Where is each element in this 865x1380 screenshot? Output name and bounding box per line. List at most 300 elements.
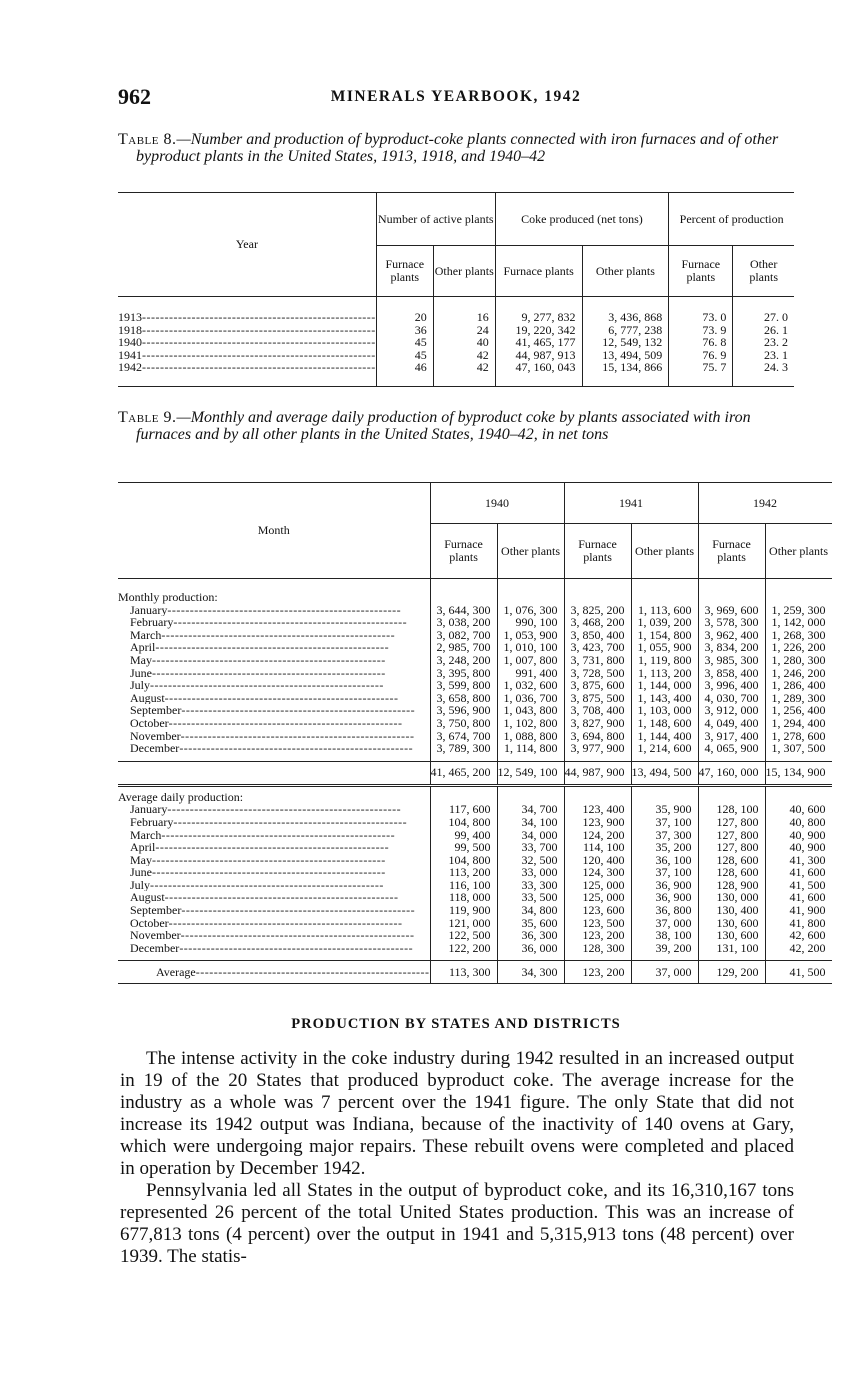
- t8-sub-furnace: Furnace plants: [669, 246, 733, 297]
- t8-cell-n-other: 42: [433, 349, 495, 362]
- row-label: [118, 692, 430, 705]
- t9-cell: 128, 100: [698, 803, 765, 816]
- t9-cell: 3, 728, 500: [564, 667, 631, 680]
- t9-cell: 1, 246, 200: [765, 667, 832, 680]
- t9-cell: 34, 000: [497, 829, 564, 842]
- t9-average-cell: 123, 200: [564, 961, 631, 984]
- t9-sub-other: Other plants: [765, 524, 832, 579]
- row-label: [118, 730, 430, 743]
- row-label: [118, 854, 430, 867]
- section-label: Average daily production:: [118, 789, 244, 804]
- table-row: [118, 904, 832, 917]
- average-row: [118, 961, 832, 984]
- t9-total-cell: 15, 134, 900: [765, 761, 832, 785]
- t9-cell: 1, 286, 400: [765, 679, 832, 692]
- t8-cell-n-other: 16: [433, 311, 495, 324]
- row-label: [118, 361, 376, 374]
- t9-cell: 33, 300: [497, 879, 564, 892]
- t9-cell: 41, 300: [765, 854, 832, 867]
- t9-cell: 1, 113, 200: [631, 667, 698, 680]
- t9-cell: 1, 119, 800: [631, 654, 698, 667]
- t9-cell: 127, 800: [698, 841, 765, 854]
- t9-total-cell: 12, 549, 100: [497, 761, 564, 785]
- t9-cell: 37, 000: [631, 917, 698, 930]
- t9-cell: 3, 858, 400: [698, 667, 765, 680]
- t8-cell-c-other: 15, 134, 866: [582, 361, 669, 374]
- row-label: [118, 616, 430, 629]
- t9-total-cell: 13, 494, 500: [631, 761, 698, 785]
- t9-cell: 3, 962, 400: [698, 629, 765, 642]
- t8-cell-c-furn: 9, 277, 832: [495, 311, 582, 324]
- t9-cell: 38, 100: [631, 929, 698, 942]
- t9-cell: 3, 827, 900: [564, 717, 631, 730]
- t8-cell-c-furn: 47, 160, 043: [495, 361, 582, 374]
- t8-sub-other: Other plants: [733, 246, 794, 297]
- t9-cell: 122, 500: [430, 929, 497, 942]
- row-label: [118, 742, 430, 755]
- t9-cell: 1, 144, 400: [631, 730, 698, 743]
- t9-cell: 1, 144, 000: [631, 679, 698, 692]
- t8-active-header: Number of active plants: [376, 193, 495, 246]
- t9-cell: 34, 100: [497, 816, 564, 829]
- row-label-text: August: [130, 691, 165, 705]
- t8-cell-n-other: 40: [433, 336, 495, 349]
- table-row: [118, 349, 794, 362]
- row-label: [118, 349, 376, 362]
- row-label-text: 1940: [118, 336, 142, 349]
- t9-cell: 1, 268, 300: [765, 629, 832, 642]
- t8-cell-p-furn: 75. 7: [669, 361, 733, 374]
- t8-cell-n-furn: 46: [376, 361, 433, 374]
- table-row: [118, 654, 832, 667]
- row-label: [118, 841, 430, 854]
- t9-cell: 37, 300: [631, 829, 698, 842]
- t9-cell: 41, 900: [765, 904, 832, 917]
- t8-cell-n-furn: 20: [376, 311, 433, 324]
- t9-cell: 3, 708, 400: [564, 704, 631, 717]
- t9-cell: 1, 142, 000: [765, 616, 832, 629]
- table-row: [118, 324, 794, 337]
- t9-cell: 124, 200: [564, 829, 631, 842]
- row-label-text: January: [130, 803, 168, 816]
- t9-cell: 1, 294, 400: [765, 717, 832, 730]
- t9-cell: 991, 400: [497, 667, 564, 680]
- t9-cell: 123, 900: [564, 816, 631, 829]
- t9-cell: 99, 400: [430, 829, 497, 842]
- page-header: [118, 84, 794, 114]
- row-label-text: April: [130, 841, 156, 854]
- row-label-text: March: [130, 628, 162, 642]
- table8-caption-text: —Number and production of byproduct-coke plants connected with iron furnaces and of other byproduct plants in the United States, 1913, 1918, and 1940–42: [136, 131, 779, 165]
- t9-cell: 1, 154, 800: [631, 629, 698, 642]
- row-label-text: November: [130, 929, 181, 942]
- t9-cell: 119, 900: [430, 904, 497, 917]
- t8-cell-c-other: 6, 777, 238: [582, 324, 669, 337]
- row-label: [118, 961, 430, 984]
- t9-cell: 125, 000: [564, 891, 631, 904]
- t9-cell: 3, 468, 200: [564, 616, 631, 629]
- table-row: [118, 841, 832, 854]
- t8-cell-p-other: 24. 3: [733, 361, 794, 374]
- row-label: [118, 324, 376, 337]
- t9-cell: 3, 834, 200: [698, 641, 765, 654]
- t9-cell: 128, 900: [698, 879, 765, 892]
- t9-cell: 125, 000: [564, 879, 631, 892]
- page-number: 962: [118, 84, 151, 109]
- row-label: [118, 917, 430, 930]
- t9-sub-furnace: Furnace plants: [698, 524, 765, 579]
- section-label: Monthly production:: [118, 590, 218, 604]
- t9-sub-furnace: Furnace plants: [430, 524, 497, 579]
- paragraph-1: The intense activity in the coke industry during 1942 resulted in an increased output in 19 of the 20 States that produced byproduct coke. The average increase for the industry as a whole was 7 percent over the 1941 figure. The only State that did not increase its 1942 output was Indiana, because of the inactivity of 140 ovens at Gary, which were undergoing major repairs. These rebuilt ovens were completed and placed in operation by December 1942.: [120, 1048, 794, 1179]
- t9-cell: 41, 500: [765, 879, 832, 892]
- t9-year-1940: 1940: [430, 483, 564, 524]
- t9-cell: 3, 694, 800: [564, 730, 631, 743]
- t9-cell: 40, 900: [765, 841, 832, 854]
- t9-cell: 40, 600: [765, 803, 832, 816]
- table-row: [118, 866, 832, 879]
- row-label-text: May: [130, 853, 152, 867]
- t9-cell: 39, 200: [631, 942, 698, 955]
- t9-sub-furnace: Furnace plants: [564, 524, 631, 579]
- row-label-text: May: [130, 653, 152, 667]
- row-label-text: 1913: [118, 311, 142, 324]
- table-row: [118, 616, 832, 629]
- t9-year-1941: 1941: [564, 483, 698, 524]
- row-label: [118, 629, 430, 642]
- table8-caption: [118, 131, 794, 165]
- t9-cell: 1, 280, 300: [765, 654, 832, 667]
- t9-cell: 123, 500: [564, 917, 631, 930]
- row-label-text: June: [130, 666, 152, 680]
- row-label: [118, 929, 430, 942]
- row-label: [118, 641, 430, 654]
- row-label-text: September: [130, 904, 182, 917]
- t9-cell: 128, 300: [564, 942, 631, 955]
- t9-cell: 3, 985, 300: [698, 654, 765, 667]
- row-label-text: December: [130, 941, 180, 955]
- t9-cell: 33, 700: [497, 841, 564, 854]
- t8-cell-n-furn: 45: [376, 336, 433, 349]
- paragraph-2: Pennsylvania led all States in the output of byproduct coke, and its 16,310,167 tons represented 26 percent of the total United States production. This was an increase of 677,813 tons (4 percent) over the output in 1941 and 5,315,913 tons (48 percent) over 1939. The statis-: [120, 1180, 794, 1267]
- row-label-text: March: [130, 828, 162, 842]
- t9-cell: 34, 800: [497, 904, 564, 917]
- t9-cell: 3, 875, 600: [564, 679, 631, 692]
- t8-cell-n-furn: 36: [376, 324, 433, 337]
- t8-cell-p-furn: 76. 8: [669, 336, 733, 349]
- t9-cell: 36, 000: [497, 942, 564, 955]
- t9-average-cell: 34, 300: [497, 961, 564, 984]
- t9-average-cell: 113, 300: [430, 961, 497, 984]
- t9-cell: 36, 900: [631, 891, 698, 904]
- t9-cell: 37, 100: [631, 866, 698, 879]
- t9-cell: 3, 825, 200: [564, 604, 631, 617]
- t9-cell: 33, 000: [497, 866, 564, 879]
- t9-cell: 3, 423, 700: [564, 641, 631, 654]
- table9: [118, 482, 832, 984]
- t9-month-header: Month: [257, 523, 290, 537]
- row-label: [118, 816, 430, 829]
- row-label: [118, 654, 430, 667]
- row-label-text: December: [130, 742, 180, 755]
- t9-cell: 131, 100: [698, 942, 765, 955]
- t9-cell: 1, 307, 500: [765, 742, 832, 755]
- row-label-text: November: [130, 729, 181, 743]
- row-label: [118, 604, 430, 617]
- t9-cell: 1, 114, 800: [497, 742, 564, 755]
- t9-cell: 1, 043, 800: [497, 704, 564, 717]
- t9-cell: 114, 100: [564, 841, 631, 854]
- t9-cell: 130, 600: [698, 929, 765, 942]
- table-row: [118, 942, 832, 955]
- row-label-text: September: [130, 704, 182, 717]
- t8-cell-c-other: 12, 549, 132: [582, 336, 669, 349]
- t9-cell: 35, 600: [497, 917, 564, 930]
- t9-cell: 130, 600: [698, 917, 765, 930]
- t9-cell: 127, 800: [698, 816, 765, 829]
- t9-cell: 1, 259, 300: [765, 604, 832, 617]
- t9-cell: 40, 800: [765, 816, 832, 829]
- t9-cell: 35, 200: [631, 841, 698, 854]
- t9-cell: 118, 000: [430, 891, 497, 904]
- t8-cell-c-other: 13, 494, 509: [582, 349, 669, 362]
- t9-cell: 3, 599, 800: [430, 679, 497, 692]
- t9-average-cell: 37, 000: [631, 961, 698, 984]
- table-row: [118, 717, 832, 730]
- t9-cell: 35, 900: [631, 803, 698, 816]
- t8-cell-p-other: 26. 1: [733, 324, 794, 337]
- t9-cell: 117, 600: [430, 803, 497, 816]
- t9-cell: 1, 088, 800: [497, 730, 564, 743]
- t8-cell-p-furn: 73. 0: [669, 311, 733, 324]
- totals-label: [118, 761, 430, 785]
- t9-cell: 2, 985, 700: [430, 641, 497, 654]
- t9-average-cell: 129, 200: [698, 961, 765, 984]
- table-row: [118, 311, 794, 324]
- t9-cell: 1, 039, 200: [631, 616, 698, 629]
- t9-total-cell: 47, 160, 000: [698, 761, 765, 785]
- t9-total-cell: 44, 987, 900: [564, 761, 631, 785]
- t9-cell: 3, 578, 300: [698, 616, 765, 629]
- t9-cell: 123, 400: [564, 803, 631, 816]
- table9-label: Table 9.: [118, 409, 177, 426]
- t8-cell-c-furn: 44, 987, 913: [495, 349, 582, 362]
- t9-cell: 3, 977, 900: [564, 742, 631, 755]
- t8-sub-other: Other plants: [433, 246, 495, 297]
- t9-year-1942: 1942: [698, 483, 832, 524]
- t9-cell: 4, 030, 700: [698, 692, 765, 705]
- t9-cell: 1, 148, 600: [631, 717, 698, 730]
- t9-cell: 99, 500: [430, 841, 497, 854]
- row-label-text: 1918: [118, 323, 142, 337]
- t9-cell: 1, 214, 600: [631, 742, 698, 755]
- t9-cell: 3, 850, 400: [564, 629, 631, 642]
- t9-cell: 36, 100: [631, 854, 698, 867]
- t9-cell: 3, 969, 600: [698, 604, 765, 617]
- running-title: MINERALS YEARBOOK, 1942: [330, 88, 582, 105]
- t9-cell: 1, 053, 900: [497, 629, 564, 642]
- t9-cell: 1, 076, 300: [497, 604, 564, 617]
- t9-cell: 36, 900: [631, 879, 698, 892]
- t9-cell: 1, 256, 400: [765, 704, 832, 717]
- totals-row: [118, 761, 832, 785]
- row-label-text: 1941: [118, 348, 142, 362]
- table-row: [118, 361, 794, 374]
- t9-cell: 3, 082, 700: [430, 629, 497, 642]
- t8-cell-p-other: 27. 0: [733, 311, 794, 324]
- t9-cell: 1, 055, 900: [631, 641, 698, 654]
- row-label-text: February: [130, 616, 174, 629]
- row-label-text: July: [130, 679, 151, 692]
- t9-cell: 116, 100: [430, 879, 497, 892]
- row-label: [118, 891, 430, 904]
- t9-cell: 1, 289, 300: [765, 692, 832, 705]
- t9-cell: 127, 800: [698, 829, 765, 842]
- t9-cell: 120, 400: [564, 854, 631, 867]
- t9-cell: 128, 600: [698, 866, 765, 879]
- t8-cell-n-other: 42: [433, 361, 495, 374]
- t9-cell: 990, 100: [497, 616, 564, 629]
- row-label-text: October: [130, 916, 169, 930]
- t9-cell: 42, 200: [765, 942, 832, 955]
- t9-cell: 130, 000: [698, 891, 765, 904]
- table9-caption: [118, 409, 794, 443]
- t9-cell: 34, 700: [497, 803, 564, 816]
- row-label-text: June: [130, 866, 152, 879]
- table8: [118, 192, 794, 387]
- t8-cell-p-furn: 76. 9: [669, 349, 733, 362]
- t9-cell: 1, 278, 600: [765, 730, 832, 743]
- t9-cell: 32, 500: [497, 854, 564, 867]
- t9-cell: 1, 226, 200: [765, 641, 832, 654]
- row-label-text: October: [130, 716, 169, 730]
- row-label: [118, 829, 430, 842]
- t9-cell: 1, 113, 600: [631, 604, 698, 617]
- t9-cell: 104, 800: [430, 854, 497, 867]
- row-label: [118, 904, 430, 917]
- t9-cell: 124, 300: [564, 866, 631, 879]
- table-row: [118, 679, 832, 692]
- table-row: [118, 929, 832, 942]
- t9-cell: 3, 875, 500: [564, 692, 631, 705]
- t9-cell: 4, 065, 900: [698, 742, 765, 755]
- row-label: [118, 336, 376, 349]
- t8-cell-c-furn: 41, 465, 177: [495, 336, 582, 349]
- t9-cell: 121, 000: [430, 917, 497, 930]
- t9-cell: 1, 032, 600: [497, 679, 564, 692]
- t9-cell: 3, 917, 400: [698, 730, 765, 743]
- t8-percent-header: Percent of production: [669, 193, 794, 246]
- t9-cell: 3, 674, 700: [430, 730, 497, 743]
- t8-cell-n-furn: 45: [376, 349, 433, 362]
- t9-average-cell: 41, 500: [765, 961, 832, 984]
- body-text: [120, 1048, 794, 1268]
- t9-cell: 40, 900: [765, 829, 832, 842]
- t9-cell: 33, 500: [497, 891, 564, 904]
- row-label: [118, 942, 430, 955]
- t9-cell: 3, 596, 900: [430, 704, 497, 717]
- t9-cell: 128, 600: [698, 854, 765, 867]
- t9-cell: 3, 658, 800: [430, 692, 497, 705]
- t9-cell: 41, 800: [765, 917, 832, 930]
- t9-cell: 3, 644, 300: [430, 604, 497, 617]
- t9-cell: 122, 200: [430, 942, 497, 955]
- row-label: [118, 679, 430, 692]
- row-label: [118, 717, 430, 730]
- row-label-text: Average: [156, 966, 196, 979]
- row-label-text: April: [130, 641, 156, 654]
- row-label: [118, 311, 376, 324]
- t9-cell: 123, 600: [564, 904, 631, 917]
- t9-sub-other: Other plants: [497, 524, 564, 579]
- t9-cell: 3, 731, 800: [564, 654, 631, 667]
- t9-cell: 130, 400: [698, 904, 765, 917]
- t8-cell-p-other: 23. 2: [733, 336, 794, 349]
- t9-cell: 3, 750, 800: [430, 717, 497, 730]
- t9-cell: 36, 800: [631, 904, 698, 917]
- table-section-row: [118, 591, 832, 604]
- t9-cell: 1, 102, 800: [497, 717, 564, 730]
- t9-cell: 3, 395, 800: [430, 667, 497, 680]
- t9-cell: 104, 800: [430, 816, 497, 829]
- t9-cell: 3, 789, 300: [430, 742, 497, 755]
- t8-cell-p-furn: 73. 9: [669, 324, 733, 337]
- t8-year-header: Year: [235, 237, 258, 251]
- table8-label: Table 8.: [118, 131, 177, 148]
- row-label-text: 1942: [118, 361, 142, 374]
- row-label: [118, 879, 430, 892]
- t9-cell: 3, 912, 000: [698, 704, 765, 717]
- t9-cell: 3, 038, 200: [430, 616, 497, 629]
- table-row: [118, 742, 832, 755]
- t9-cell: 36, 300: [497, 929, 564, 942]
- t9-cell: 41, 600: [765, 891, 832, 904]
- t9-sub-other: Other plants: [631, 524, 698, 579]
- table-row: [118, 816, 832, 829]
- t9-cell: 3, 996, 400: [698, 679, 765, 692]
- t8-cell-n-other: 24: [433, 324, 495, 337]
- row-label-text: August: [130, 891, 165, 905]
- row-label-text: February: [130, 815, 174, 829]
- row-label: [118, 704, 430, 717]
- t9-cell: 1, 143, 400: [631, 692, 698, 705]
- t9-cell: 4, 049, 400: [698, 717, 765, 730]
- t8-sub-other: Other plants: [582, 246, 669, 297]
- t8-cell-p-other: 23. 1: [733, 349, 794, 362]
- t8-cell-c-other: 3, 436, 868: [582, 311, 669, 324]
- t9-cell: 123, 200: [564, 929, 631, 942]
- t9-cell: 3, 248, 200: [430, 654, 497, 667]
- t8-coke-header: Coke produced (net tons): [495, 193, 669, 246]
- row-label: [118, 866, 430, 879]
- t9-cell: 42, 600: [765, 929, 832, 942]
- section-heading: PRODUCTION BY STATES AND DISTRICTS: [291, 1016, 621, 1032]
- t8-sub-furnace: Furnace plants: [495, 246, 582, 297]
- t9-cell: 1, 007, 800: [497, 654, 564, 667]
- row-label-text: July: [130, 878, 151, 892]
- t9-cell: 37, 100: [631, 816, 698, 829]
- t9-total-cell: 41, 465, 200: [430, 761, 497, 785]
- row-label: [118, 667, 430, 680]
- table-row: [118, 336, 794, 349]
- t9-cell: 113, 200: [430, 866, 497, 879]
- t8-sub-furnace: Furnace plants: [376, 246, 433, 297]
- t9-cell: 1, 036, 700: [497, 692, 564, 705]
- t9-cell: 1, 103, 000: [631, 704, 698, 717]
- t9-cell: 1, 010, 100: [497, 641, 564, 654]
- row-label-text: January: [130, 603, 168, 617]
- t8-cell-c-furn: 19, 220, 342: [495, 324, 582, 337]
